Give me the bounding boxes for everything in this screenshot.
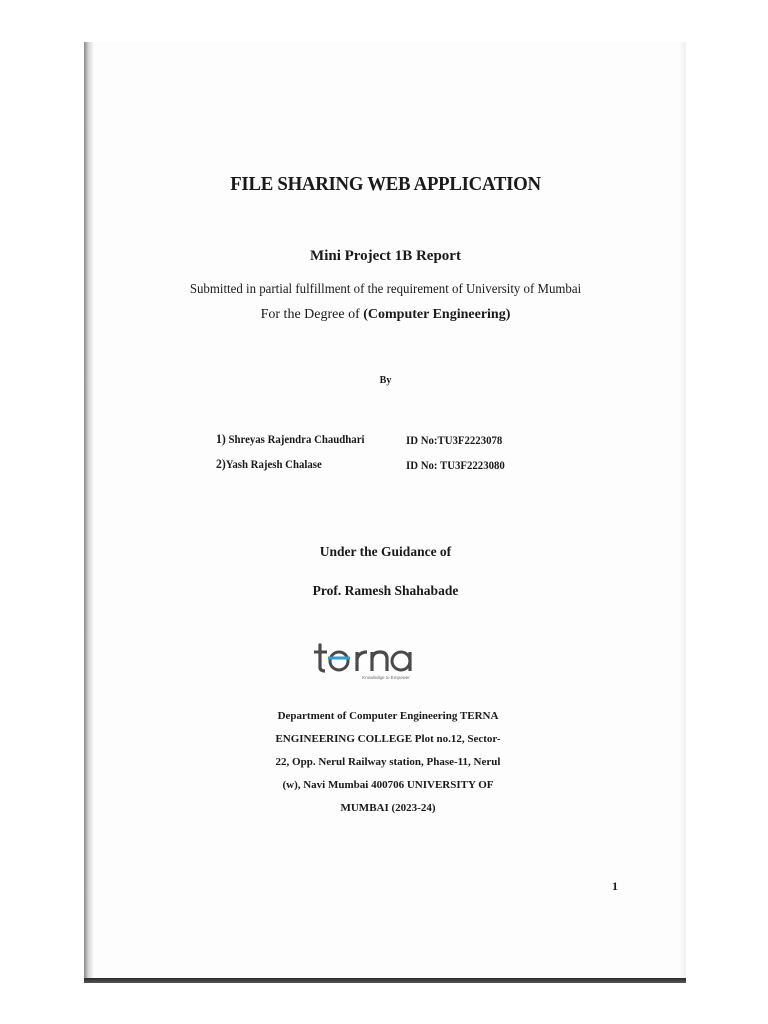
guidance-heading: Under the Guidance of	[319, 544, 452, 559]
degree-name: (Computer Engineering)	[363, 307, 511, 322]
scan-bottom-edge	[84, 978, 686, 983]
guide-name: Prof. Ramesh Shahabade	[312, 583, 459, 598]
institution-address	[248, 705, 528, 820]
address-line: 22, Opp. Nerul Railway station, Phase-11, Nerul	[275, 756, 501, 768]
author-1-entry	[216, 431, 364, 447]
svg-text:Knowledge to Empower: Knowledge to Empower	[362, 675, 410, 680]
scan-left-shadow	[84, 42, 93, 982]
author-2-entry	[216, 456, 322, 472]
degree-line	[93, 307, 678, 323]
address-line: ENGINEERING COLLEGE Plot no.12, Sector-	[275, 733, 501, 745]
document-page	[93, 42, 678, 978]
degree-prefix: For the Degree of	[260, 307, 360, 322]
report-title: FILE SHARING WEB APPLICATION	[230, 173, 541, 195]
terna-logo	[313, 640, 435, 682]
by-label: By	[379, 375, 392, 386]
report-subtitle: Mini Project 1B Report	[310, 248, 461, 264]
submission-statement: Submitted in partial fulfillment of the requirement of University of Mumbai	[189, 282, 582, 297]
author-1-id: ID No:TU3F2223078	[406, 433, 503, 447]
page-number: 1	[612, 879, 618, 893]
address-line: (w), Navi Mumbai 400706 UNIVERSITY OF	[282, 779, 494, 791]
address-line: Department of Computer Engineering TERNA	[277, 710, 499, 722]
terna-logo-graphic	[313, 640, 435, 682]
author-number: 1)	[216, 431, 226, 446]
address-line: MUMBAI (2023-24)	[340, 802, 436, 814]
scan-right-edge	[678, 42, 686, 980]
author-name: Shreyas Rajendra Chaudhari	[228, 432, 365, 446]
author-name: Yash Rajesh Chalase	[225, 457, 322, 471]
author-2-id: ID No: TU3F2223080	[406, 458, 505, 472]
author-number: 2)	[216, 456, 226, 471]
